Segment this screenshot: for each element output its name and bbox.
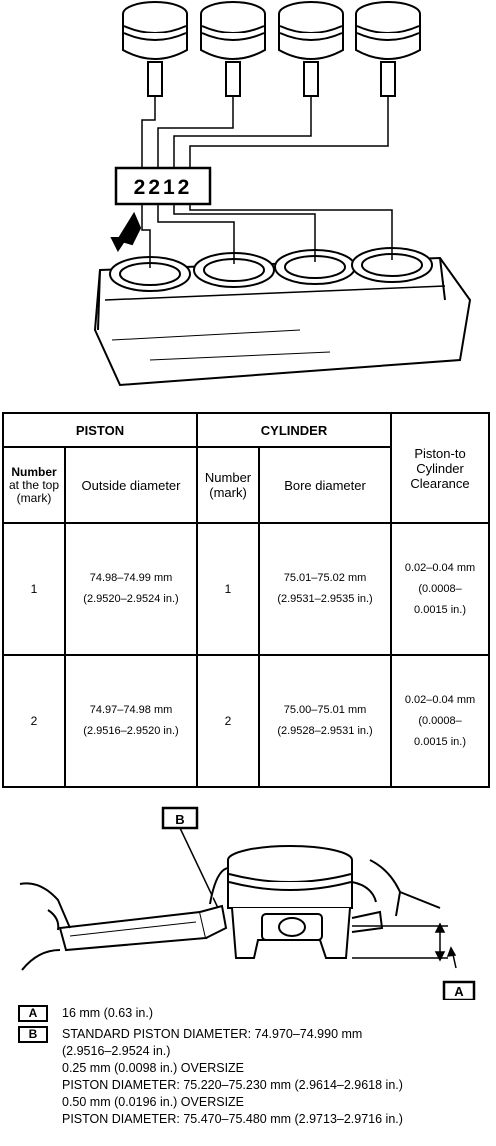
legend-b-line: PISTON DIAMETER: 75.470–75.480 mm (2.9713–2.9716 in.) [62,1112,403,1126]
piston-od-mm: 74.97–74.98 mm [89,704,173,716]
clearance-mm: 0.02–0.04 mm [404,693,476,706]
piston-number-header-line: at the top [8,477,60,492]
marker-code: 2212 [133,176,193,199]
clearance-in: (0.0008– [418,582,462,595]
piston-od-mm: 74.98–74.99 mm [89,572,173,584]
clearance-mm: 0.02–0.04 mm [404,561,476,574]
piston-cylinder-spec-table [2,412,490,788]
pointer-arrow-icon [112,214,140,250]
legend-a-text: 16 mm (0.63 in.) [62,1006,154,1020]
legend-b-line: STANDARD PISTON DIAMETER: 74.970–74.990 mm [62,1027,363,1041]
clearance-header-line: Clearance [410,475,470,491]
callout-a-label: A [454,984,464,999]
piston-2 [201,2,265,96]
clearance-header-line: Piston-to [414,445,466,461]
bore-mm: 75.00–75.01 mm [283,704,367,716]
piston-od-in: (2.9520–2.9524 in.) [83,593,179,605]
piston-header: PISTON [3,413,197,447]
piston-4 [356,2,420,96]
cylinder-number-header-line: (mark) [209,485,247,500]
piston-number-cell: 2 [3,655,65,787]
clearance-in: 0.0015 in.) [414,735,467,748]
piston-leader-lines [142,96,388,170]
piston-cylinder-matching-illustration [0,0,496,400]
piston-measurement-illustration [0,800,496,1000]
clearance-cell [391,523,489,655]
clearance-cell [391,655,489,787]
piston-number-cell: 1 [3,523,65,655]
legend-b-line: 0.25 mm (0.0098 in.) OVERSIZE [62,1061,245,1075]
piston-od-cell [65,523,197,655]
clearance-header [391,413,489,523]
clearance-header-line: Cylinder [416,460,464,476]
piston-od-cell [65,655,197,787]
bore-cell [259,655,391,787]
table-group-header-row [3,413,489,447]
bore-in: (2.9528–2.9531 in.) [277,725,373,737]
piston-number-header-line: Number [11,464,57,479]
legend [18,1005,488,1128]
piston-od-header: Outside diameter [65,447,197,523]
cylinder-header: CYLINDER [197,413,391,447]
piston-1 [123,2,187,96]
piston-number-header [3,447,65,523]
legend-a-box: A [18,1005,48,1022]
legend-b-box: B [18,1026,48,1043]
bore-header: Bore diameter [259,447,391,523]
legend-b-line: (2.9516–2.9524 in.) [62,1044,171,1058]
piston-od-in: (2.9516–2.9520 in.) [83,725,179,737]
table-row [3,655,489,787]
legend-item-a [18,1005,488,1022]
bore-in: (2.9531–2.9535 in.) [277,593,373,605]
cylinder-number-header-line: Number [204,470,252,485]
piston-3 [279,2,343,96]
clearance-in: 0.0015 in.) [414,603,467,616]
legend-item-b [18,1026,488,1128]
callout-b-label: B [175,812,185,827]
legend-b-line: PISTON DIAMETER: 75.220–75.230 mm (2.9614–2.9618 in.) [62,1078,403,1092]
bore-cell [259,523,391,655]
cylinder-number-header [197,447,259,523]
measured-piston [228,846,352,958]
bore-mm: 75.01–75.02 mm [283,572,367,584]
cylinder-number-cell: 2 [197,655,259,787]
clearance-in: (0.0008– [418,714,462,727]
piston-number-header-line: (mark) [16,490,52,505]
legend-b-line: 0.50 mm (0.0196 in.) OVERSIZE [62,1095,245,1109]
table-row [3,523,489,655]
cylinder-number-cell: 1 [197,523,259,655]
